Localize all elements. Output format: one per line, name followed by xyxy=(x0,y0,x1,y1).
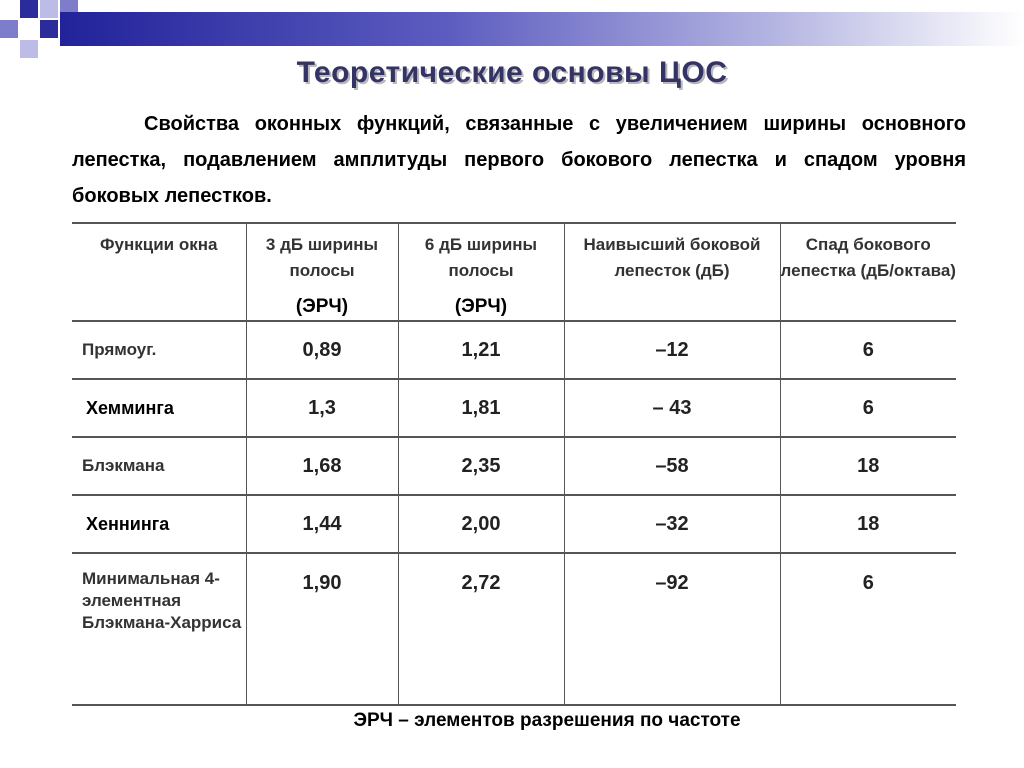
row-name: Минимальная 4-элементная Блэкмана-Харриса xyxy=(72,553,246,705)
cell-rolloff: 6 xyxy=(780,321,956,379)
decor-square xyxy=(40,0,58,18)
table-row xyxy=(72,321,956,379)
cell-sidelobe: –58 xyxy=(564,437,780,495)
header-bw6 xyxy=(398,223,564,321)
table-row xyxy=(72,379,956,437)
header-bw3-label: 3 дБ ширины полосы xyxy=(265,235,379,280)
header-rolloff-label: Спад бокового лепестка (дБ/октава) xyxy=(780,235,956,280)
cell-bw3: 0,89 xyxy=(246,321,398,379)
header-band xyxy=(60,12,1024,46)
cell-bw3: 1,68 xyxy=(246,437,398,495)
cell-bw6: 1,21 xyxy=(398,321,564,379)
decor-square xyxy=(60,0,78,12)
header-bw3 xyxy=(246,223,398,321)
row-name: Блэкмана xyxy=(72,437,246,495)
header-rolloff xyxy=(780,223,956,321)
cell-bw3: 1,3 xyxy=(246,379,398,437)
slide-title: Теоретические основы ЦОС xyxy=(296,56,728,89)
cell-sidelobe: –32 xyxy=(564,495,780,553)
cell-bw3: 1,44 xyxy=(246,495,398,553)
cell-sidelobe: –92 xyxy=(564,553,780,705)
row-name: Хеннинга xyxy=(72,495,246,553)
header-function-label: Функции окна xyxy=(100,235,218,254)
cell-rolloff: 18 xyxy=(780,437,956,495)
row-name: Хемминга xyxy=(72,379,246,437)
header-bw3-unit: (ЭРЧ) xyxy=(295,296,349,317)
decor-square xyxy=(0,20,18,38)
window-functions-table xyxy=(72,222,956,706)
table-header-row xyxy=(72,223,956,321)
cell-rolloff: 6 xyxy=(780,553,956,705)
decor-square xyxy=(40,20,58,38)
cell-rolloff: 18 xyxy=(780,495,956,553)
cell-bw6: 2,00 xyxy=(398,495,564,553)
cell-bw3: 1,90 xyxy=(246,553,398,705)
header-sidelobe xyxy=(564,223,780,321)
cell-bw6: 2,72 xyxy=(398,553,564,705)
cell-sidelobe: –12 xyxy=(564,321,780,379)
cell-rolloff: 6 xyxy=(780,379,956,437)
table-row xyxy=(72,553,956,705)
cell-bw6: 2,35 xyxy=(398,437,564,495)
row-name: Прямоуг. xyxy=(72,321,246,379)
table-row xyxy=(72,437,956,495)
cell-sidelobe: – 43 xyxy=(564,379,780,437)
footnote: ЭРЧ – элементов разрешения по частоте xyxy=(353,710,741,731)
decor-square xyxy=(20,0,38,18)
cell-bw6: 1,81 xyxy=(398,379,564,437)
intro-paragraph: Свойства оконных функций, связанные с увеличением ширины основного лепестка, подавлением амплитуды первого бокового лепестка и спадом уровня боковых лепестков. xyxy=(72,113,966,207)
table-row xyxy=(72,495,956,553)
header-bw6-label: 6 дБ ширины полосы xyxy=(424,235,538,280)
header-sidelobe-label: Наивысший боковой лепесток (дБ) xyxy=(583,235,761,280)
header-function xyxy=(72,223,246,321)
header-bw6-unit: (ЭРЧ) xyxy=(454,296,508,317)
